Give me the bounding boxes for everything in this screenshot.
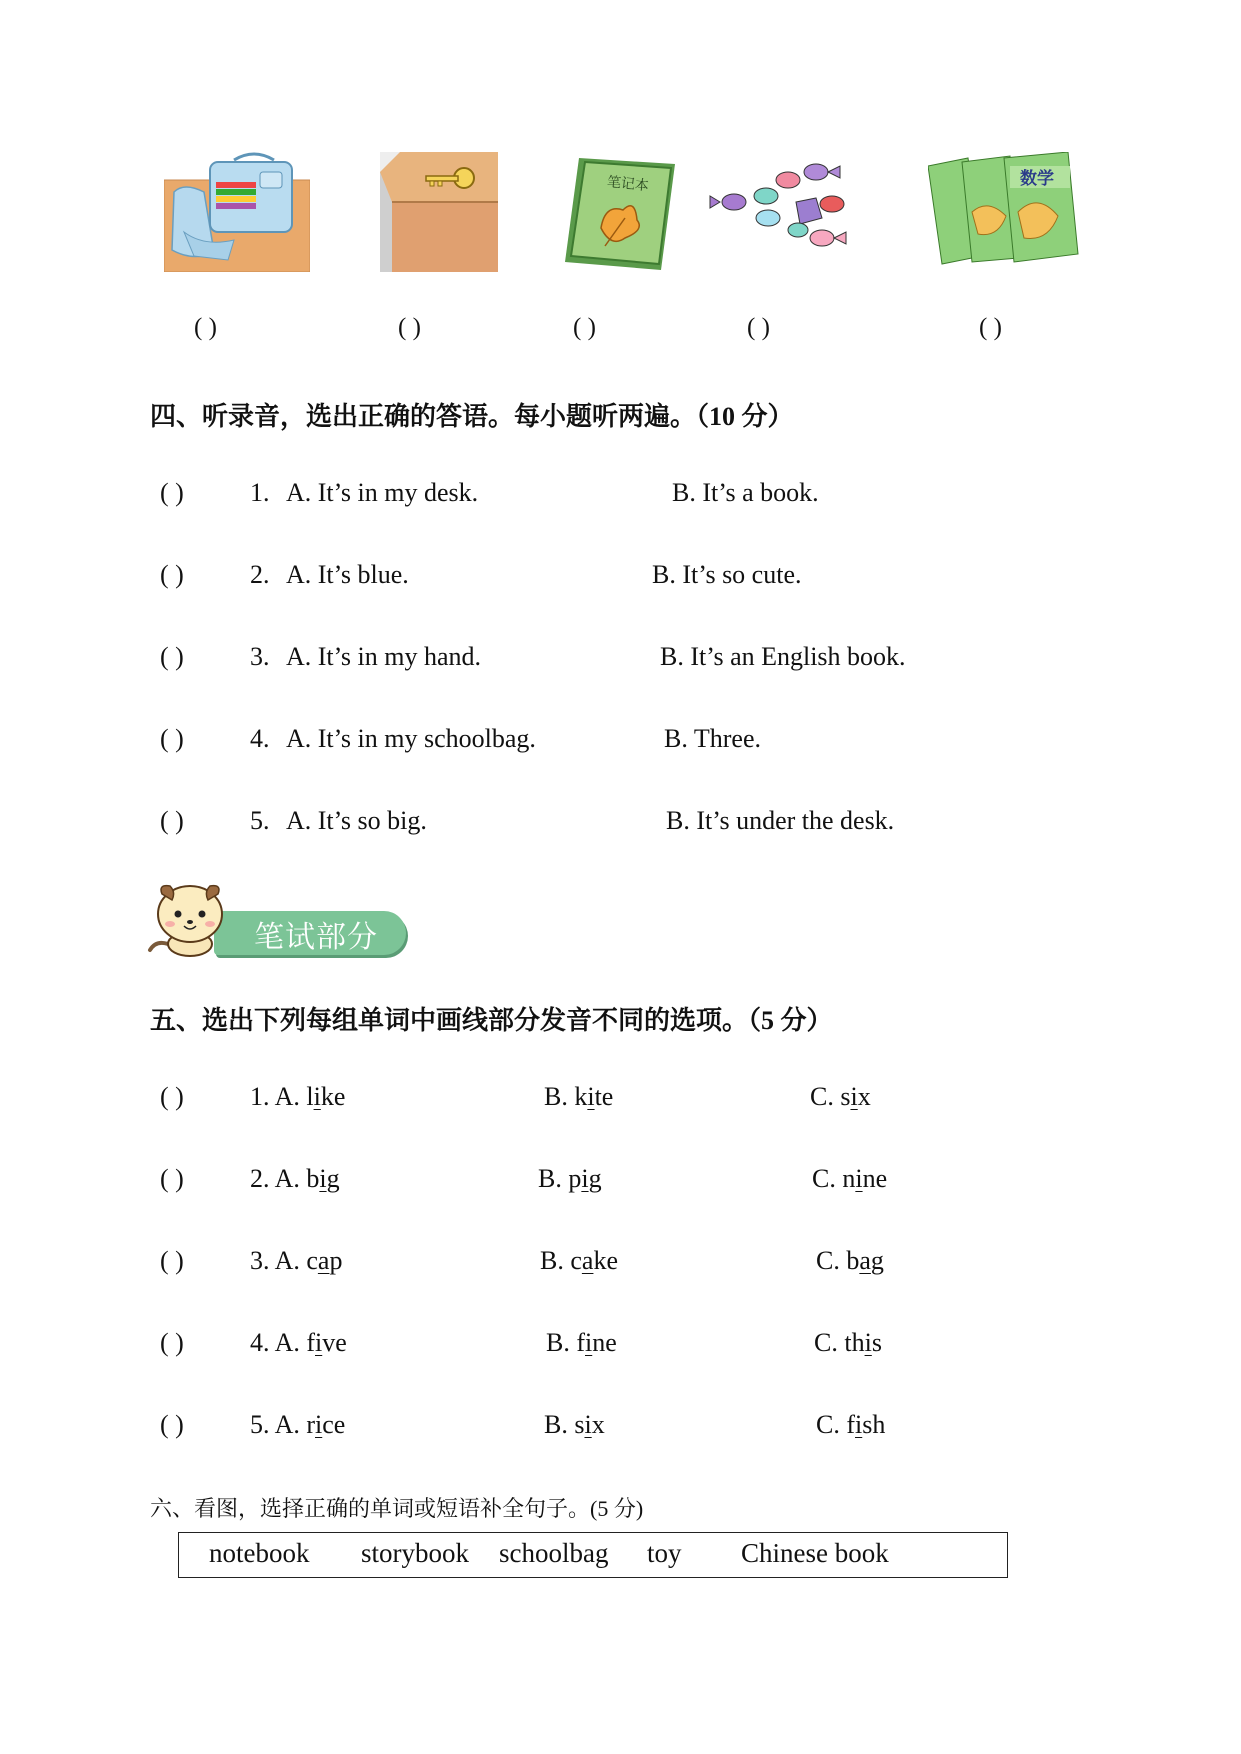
picture-notebook [565, 158, 680, 270]
written-part-banner [146, 878, 426, 960]
underlined-letter: i [315, 1410, 323, 1439]
word-bank-item: notebook [209, 1538, 310, 1568]
math-books-icon [928, 152, 1080, 270]
word-bank-item: storybook [361, 1538, 469, 1568]
answer-bracket[interactable]: ( ) [160, 1082, 184, 1111]
picture-key [380, 152, 498, 272]
svg-text:数学: 数学 [1020, 169, 1054, 189]
answer-bracket[interactable]: ( ) [160, 560, 184, 589]
question-number: 5. [250, 806, 270, 835]
answer-paren-3[interactable]: ( ) [573, 314, 596, 341]
option-a: 4. A. five [250, 1328, 347, 1357]
option-b: B. It’s a book. [672, 478, 819, 507]
option-b: B. It’s an English book. [660, 642, 906, 671]
underlined-letter: i [584, 1410, 592, 1439]
option-c: C. bag [816, 1246, 884, 1275]
option-a: A. It’s in my hand. [286, 642, 481, 671]
option-a: 2. A. big [250, 1164, 340, 1193]
option-c: C. nine [812, 1164, 888, 1193]
word-bank [178, 1532, 1008, 1578]
underlined-letter: i [587, 1082, 595, 1111]
underlined-letter: i [319, 1164, 327, 1193]
underlined-letter: i [850, 1082, 858, 1111]
answer-bracket[interactable]: ( ) [160, 724, 184, 753]
notebook-icon [565, 158, 680, 270]
underlined-letter: i [864, 1328, 872, 1357]
svg-text:笔记本: 笔记本 [606, 174, 650, 195]
underlined-letter: i [315, 1328, 323, 1357]
option-b: B. It’s so cute. [652, 560, 802, 589]
candies-icon [704, 158, 856, 262]
answer-paren-5[interactable]: ( ) [979, 314, 1002, 341]
answer-bracket[interactable]: ( ) [160, 1164, 184, 1193]
picture-schoolbag [164, 152, 310, 272]
option-b: B. fine [546, 1328, 617, 1357]
underlined-letter: a [317, 1246, 330, 1275]
word-bank-item: schoolbag [499, 1538, 609, 1568]
question-number: 1. [250, 478, 270, 507]
option-b: B. kite [544, 1082, 614, 1111]
answer-bracket[interactable]: ( ) [160, 1328, 184, 1357]
option-b: B. six [544, 1410, 605, 1439]
question-number: 4. [250, 724, 270, 753]
option-a: 3. A. cap [250, 1246, 343, 1275]
underlined-letter: i [581, 1164, 589, 1193]
key-on-desk-icon [380, 152, 498, 272]
answer-bracket[interactable]: ( ) [160, 806, 184, 835]
answer-bracket[interactable]: ( ) [160, 642, 184, 671]
option-c: C. this [814, 1328, 882, 1357]
section-4-title: 四、听录音，选出正确的答语。每小题听两遍。（10 分） [150, 402, 794, 431]
picture-candies [704, 158, 856, 262]
answer-bracket[interactable]: ( ) [160, 478, 184, 507]
schoolbag-on-desk-icon [164, 152, 310, 272]
option-a: A. It’s in my desk. [286, 478, 479, 507]
section-5-title: 五、选出下列每组单词中画线部分发音不同的选项。（5 分） [150, 1006, 833, 1035]
question-number: 3. [250, 642, 270, 671]
answer-bracket[interactable]: ( ) [160, 1410, 184, 1439]
underlined-letter: i [585, 1328, 593, 1357]
option-b: B. pig [538, 1164, 602, 1193]
answer-paren-4[interactable]: ( ) [747, 314, 770, 341]
picture-math-books [928, 152, 1080, 270]
word-bank-item: toy [647, 1538, 682, 1568]
underlined-letter: i [855, 1164, 863, 1193]
question-number: 2. [250, 560, 270, 589]
option-c: C. six [810, 1082, 871, 1111]
section-6-title: 六、看图，选择正确的单词或短语补全句子。(5 分) [150, 1496, 644, 1521]
option-b: B. Three. [664, 724, 761, 753]
option-c: C. fish [816, 1410, 886, 1439]
answer-paren-2[interactable]: ( ) [398, 314, 421, 341]
puppy-mascot-icon [146, 878, 236, 960]
underlined-letter: i [313, 1082, 321, 1111]
banner-label: 笔试部分 [254, 920, 378, 955]
answer-paren-1[interactable]: ( ) [194, 314, 217, 341]
option-a: A. It’s so big. [286, 806, 427, 835]
answer-bracket[interactable]: ( ) [160, 1246, 184, 1275]
word-bank-item: Chinese book [741, 1538, 889, 1568]
option-b: B. It’s under the desk. [666, 806, 895, 835]
option-a: A. It’s blue. [286, 560, 409, 589]
underlined-letter: i [855, 1410, 863, 1439]
option-a: 1. A. like [250, 1082, 346, 1111]
underlined-letter: a [581, 1246, 594, 1275]
option-b: B. cake [540, 1246, 618, 1275]
option-a: 5. A. rice [250, 1410, 346, 1439]
option-a: A. It’s in my schoolbag. [286, 724, 536, 753]
underlined-letter: a [859, 1246, 871, 1275]
